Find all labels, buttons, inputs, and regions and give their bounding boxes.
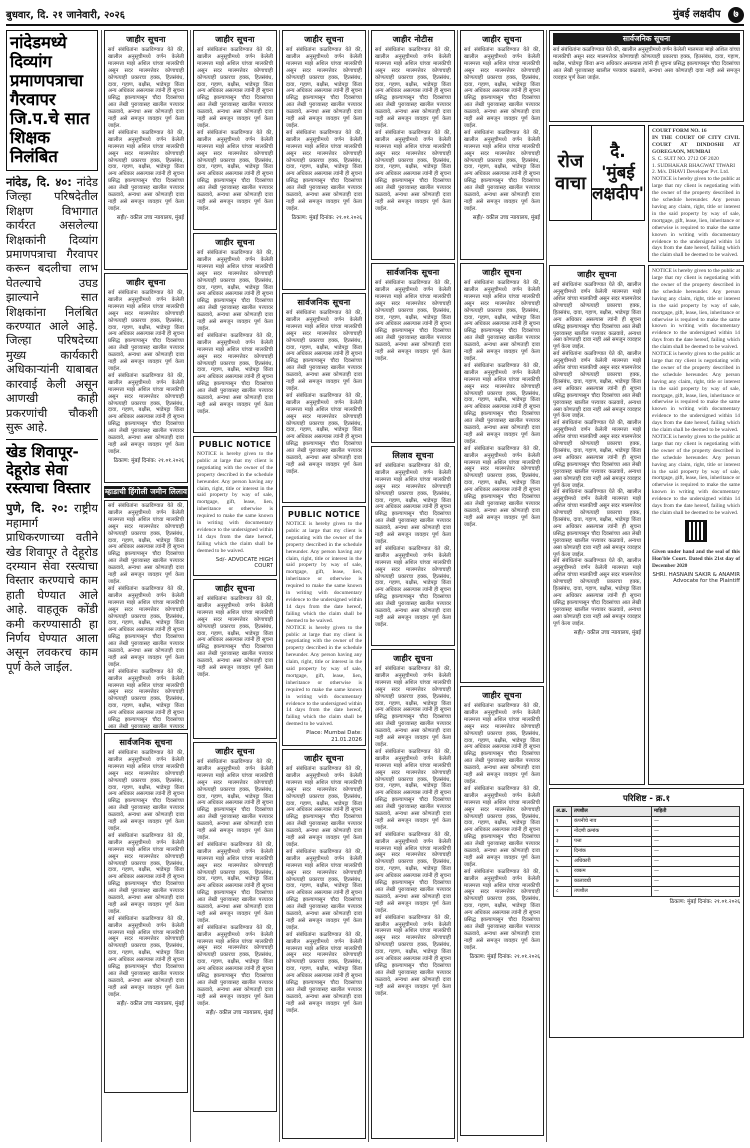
- notice-text: सर्व संबंधितांना कळविण्यात येते की, खालील अनुसूचीमध्ये वर्णन केलेली मालमत्ता माझे अशिल यांच्या मालकीची असून सदर मालमत्तेवर कोणाचाही कोणत्याही प्रकारचा हक्क, हितसंबंध, दावा, गहाण, बक्षीस, भाडेपट्टा किंवा अन्य अधिकार असल्यास त्यांनी ही सूचना प्रसिद्ध झाल्यापासून चौदा दिवसांच्या आत लेखी पुराव्यासह खालील पत्त्यावर कळवावे, अन्यथा असा कोणताही दावा नाही असे समजून व्यवहार पूर्ण केला जाईल.: [108, 290, 184, 372]
- notice-text: सर्व संबंधितांना कळविण्यात येते की, खालील अनुसूचीमध्ये वर्णन केलेली मालमत्ता माझे अशिल यांच्या मालकीची असून सदर मालमत्तेवर कोणाचाही कोणत्याही प्रकारचा हक्क, हितसंबंध, दावा, गहाण, बक्षीस, भाडेपट्टा किंवा अन्य अधिकार असल्यास त्यांनी ही सूचना प्रसिद्ध झाल्यापासून चौदा दिवसांच्या आत लेखी पुराव्यासह खालील पत्त्यावर कळवावे, अन्यथा असा कोणताही दावा नाही असे समजून व्यवहार पूर्ण केला जाईल.: [197, 759, 273, 841]
- notice-title: सार्वजनिक सूचना: [297, 298, 351, 307]
- column-notices-3: [193, 30, 277, 1142]
- column-rule: [101, 30, 102, 1142]
- notice-title: जाहीर सूचना: [482, 691, 522, 700]
- brand-word: वाचा: [555, 173, 586, 194]
- notice-text: NOTICE is hereby given to the public at large that my client is negotiating with the owner of the property described in the schedule hereunder. Any person having any claim, right, title or interest in the said property by way of sale, mortgage, gift, lease, lien, inheritance or otherwise is required to make the same known in writing with documentary evidence to the undersigned within 14 days from the date hereof, failing which the claim shall be deemed to be waived.: [197, 451, 273, 554]
- right-upper-row: [549, 125, 744, 265]
- notice-text: सर्व संबंधितांना कळविण्यात येते की, खालील अनुसूचीमध्ये वर्णन केलेली मालमत्ता माझे अशिल यांच्या मालकीची असून सदर मालमत्तेवर कोणाचाही कोणत्याही प्रकारचा हक्क, हितसंबंध, दावा, गहाण, बक्षीस, भाडेपट्टा किंवा अन्य अधिकार असल्यास त्यांनी ही सूचना प्रसिद्ध झाल्यापासून चौदा दिवसांच्या आत लेखी पुराव्यासह खालील पत्त्यावर कळवावे, अन्यथा असा कोणताही दावा नाही असे समजून व्यवहार पूर्ण केला जाईल.: [108, 915, 184, 998]
- notice-title: सार्वजनिक सूचना: [119, 738, 173, 747]
- notice-title: जाहीर सूचना: [215, 238, 255, 247]
- table-row: [554, 847, 740, 857]
- column-notices-4: [282, 30, 366, 1142]
- notice-box: [104, 733, 188, 1093]
- table-cell: —: [652, 887, 740, 897]
- notice-text: सर्व संबंधितांना कळविण्यात येते की, खालील अनुसूचीमध्ये वर्णन केलेली मालमत्ता माझे अशिल यांच्या मालकीची असून सदर मालमत्तेवर कोणाचाही कोणत्याही प्रकारचा हक्क, हितसंबंध, दावा, गहाण, बक्षीस, भाडेपट्टा किंवा अन्य अधिकार असल्यास त्यांनी ही सूचना प्रसिद्ध झाल्यापासून चौदा दिवसांच्या आत लेखी पुराव्यासह खालील पत्त्यावर कळवावे, अन्यथा असा कोणताही दावा नाही असे समजून व्यवहार पूर्ण केला जाईल.: [286, 931, 362, 1014]
- court-seal: [652, 520, 740, 546]
- court-name: IN THE COURT OF CITY CIVIL COURT AT DINDOSHI AT GOREGAON, MUMBAI: [652, 134, 740, 155]
- notice-text: सर्व संबंधितांना कळविण्यात येते की, खालील अनुसूचीमध्ये वर्णन केलेली मालमत्ता माझे अशिल यांच्या मालकीची असून सदर मालमत्तेवर कोणाचाही कोणत्याही प्रकारचा हक्क, हितसंबंध, दावा, गहाण, बक्षीस, भाडेपट्टा किंवा अन्य अधिकार असल्यास त्यांनी ही सूचना प्रसिद्ध झाल्यापासून चौदा दिवसांच्या आत लेखी पुराव्यासह खालील पत्त्यावर कळवावे, अन्यथा असा कोणताही दावा नाही असे समजून व्यवहार पूर्ण केला जाईल.: [464, 47, 540, 129]
- table-cell: २: [554, 827, 572, 837]
- table-cell: दिनांक: [572, 847, 652, 857]
- table-row: [554, 817, 740, 827]
- notice-text: सर्व संबंधितांना कळविण्यात येते की, खालील अनुसूचीमध्ये वर्णन केलेली मालमत्ता माझे अशिल यांच्या मालकीची असून सदर मालमत्तेवर कोणाचाही कोणत्याही प्रकारचा हक्क, हितसंबंध, दावा, गहाण, बक्षीस, भाडेपट्टा किंवा अन्य अधिकार असल्यास त्यांनी ही सूचना प्रसिद्ध झाल्यापासून चौदा दिवसांच्या आत लेखी पुराव्यासह खालील पत्त्यावर कळवावे, अन्यथा असा कोणताही दावा नाही असे समजून व्यवहार पूर्ण केला जाईल.: [375, 831, 451, 914]
- court-defendant: 2. M/s. DHAVI Developer Pvt. Ltd.: [652, 169, 730, 176]
- notice-text: सर्व संबंधितांना कळविण्यात येते की, खालील अनुसूचीमध्ये वर्णन केलेली मालमत्ता माझे अशिल यांच्या मालकीची असून सदर मालमत्तेवर कोणाचाही कोणत्याही प्रकारचा हक्क, हितसंबंध, दावा, गहाण, बक्षीस, भाडेपट्टा किंवा अन्य अधिकार असल्यास त्यांनी ही सूचना प्रसिद्ध झाल्यापासून चौदा दिवसांच्या आत लेखी पुराव्यासह खालील पत्त्यावर कळवावे, अन्यथा असा कोणताही दावा नाही असे समजून व्यवहार पूर्ण केला जाईल.: [108, 750, 184, 832]
- court-text: NOTICE is hereby given to the public at large that my client is negotiating with the owner of the property described in the schedule hereunder. Any person having any claim, right, title or interest in the said property by way of sale, mortgage, gift, lease, lien, inheritance or otherwise is required to make the same known in writing with documentary evidence to the undersigned within 14 days from the date hereof, failing which the claim shall be deemed to be waived.: [652, 176, 740, 259]
- notice-text: सर्व संबंधितांना कळविण्यात येते की, खालील अनुसूचीमध्ये वर्णन केलेली मालमत्ता माझे अशिल यांच्या मालकीची असून सदर मालमत्तेवर कोणाचाही कोणत्याही प्रकारचा हक्क, हितसंबंध, दावा, गहाण, बक्षीस, भाडेपट्टा किंवा अन्य अधिकार असल्यास त्यांनी ही सूचना प्रसिद्ध झाल्यापासून चौदा दिवसांच्या आत लेखी पुराव्यासह खालील पत्त्यावर कळवावे, अन्यथा असा कोणताही दावा नाही असे समजून व्यवहार पूर्ण केला जाईल.: [197, 47, 273, 129]
- column-notices-6: [460, 30, 544, 1142]
- notice-text: सर्व संबंधितांना कळविण्यात येते की, खालील अनुसूचीमध्ये वर्णन केलेली मालमत्ता माझे अशिल यांच्या मालकीची असून सदर मालमत्तेवर कोणाचाही कोणत्याही प्रकारचा हक्क, हितसंबंध, दावा, गहाण, बक्षीस, भाडेपट्टा किंवा अन्य अधिकार असल्यास त्यांनी ही सूचना प्रसिद्ध झाल्यापासून चौदा दिवसांच्या आत लेखी पुराव्यासह खालील पत्त्यावर कळवावे, अन्यथा असा कोणताही दावा नाही असे समजून व्यवहार पूर्ण केला जाईल.: [108, 585, 184, 668]
- notice-title: जाहीर सूचना: [304, 35, 344, 44]
- notice-title: जाहीर सूचना: [482, 35, 522, 44]
- table-row: [554, 877, 740, 887]
- notice-text: सर्व संबंधितांना कळविण्यात येते की, खालील अनुसूचीमध्ये वर्णन केलेली मालमत्ता माझे अशिल यांच्या मालकीची असून सदर मालमत्तेवर कोणाचाही कोणत्याही प्रकारचा हक्क, हितसंबंध, दावा, गहाण, बक्षीस, भाडेपट्टा किंवा अन्य अधिकार असल्यास त्यांनी ही सूचना प्रसिद्ध झाल्यापासून चौदा दिवसांच्या आत लेखी पुराव्यासह खालील पत्त्यावर कळवावे, अन्यथा असा कोणताही दावा नाही असे समजून व्यवहार पूर्ण केला जाईल.: [464, 785, 540, 868]
- notice-text: सर्व संबंधितांना कळविण्यात येते की, खालील अनुसूचीमध्ये वर्णन केलेली मालमत्ता माझे अशिल यांच्या मालकीची असून सदर मालमत्तेवर कोणाचाही कोणत्याही प्रकारचा हक्क, हितसंबंध, दावा, गहाण, बक्षीस, भाडेपट्टा किंवा अन्य अधिकार असल्यास त्यांनी ही सूचना प्रसिद्ध झाल्यापासून चौदा दिवसांच्या आत लेखी पुराव्यासह खालील पत्त्यावर कळवावे, अन्यथा असा कोणताही दावा नाही असे समजून व्यवहार पूर्ण केला जाईल.: [375, 914, 451, 997]
- notice-box: [282, 293, 366, 503]
- court-form-no: COURT FORM NO. 16: [652, 128, 707, 134]
- page-folio: [6, 4, 744, 26]
- notice-box: [371, 649, 455, 1139]
- table-row: [554, 827, 740, 837]
- table-cell: अधिकारी: [572, 857, 652, 867]
- table-cell: १: [554, 817, 572, 827]
- public-notice-box: [282, 506, 366, 746]
- second-body: [6, 501, 98, 674]
- notice-text: सर्व संबंधितांना कळविण्यात येते की, खालील अनुसूचीमध्ये वर्णन केलेली मालमत्ता माझे अशिल यांच्या मालकीची असून सदर मालमत्तेवर कोणाचाही कोणत्याही प्रकारचा हक्क, हितसंबंध, दावा, गहाण, बक्षीस, भाडेपट्टा किंवा अन्य अधिकार असल्यास त्यांनी ही सूचना प्रसिद्ध झाल्यापासून चौदा दिवसांच्या आत लेखी पुराव्यासह खालील पत्त्यावर कळवावे, अन्यथा असा कोणताही दावा नाही असे समजून व्यवहार पूर्ण केला जाईल.: [375, 47, 451, 129]
- notice-text: सर्व संबंधितांना कळविण्यात येते की, खालील अनुसूचीमध्ये वर्णन केलेली मालमत्ता माझे अशिल यांच्या मालकीची असून सदर मालमत्तेवर कोणाचाही कोणत्याही प्रकारचा हक्क, हितसंबंध, दावा, गहाण, बक्षीस, भाडेपट्टा किंवा अन्य अधिकार असल्यास त्यांनी ही सूचना प्रसिद्ध झाल्यापासून चौदा दिवसांच्या आत लेखी पुराव्यासह खालील पत्त्यावर कळवावे, अन्यथा असा कोणताही दावा नाही असे समजून व्यवहार पूर्ण केला जाईल.: [286, 47, 362, 129]
- table-cell: कंपनीचे नाव: [572, 817, 652, 827]
- notice-text: सर्व संबंधितांना कळविण्यात येते की, खालील अनुसूचीमध्ये वर्णन केलेली मालमत्ता माझे अशिल यांच्या मालकीची असून सदर मालमत्तेवर कोणाचाही कोणत्याही प्रकारचा हक्क, हितसंबंध, दावा, गहाण, बक्षीस, भाडेपट्टा किंवा अन्य अधिकार असल्यास त्यांनी ही सूचना प्रसिद्ध झाल्यापासून चौदा दिवसांच्या आत लेखी पुराव्यासह खालील पत्त्यावर कळवावे, अन्यथा असा कोणताही दावा नाही असे समजून व्यवहार पूर्ण केला जाईल.: [286, 129, 362, 212]
- notice-box: [371, 446, 455, 646]
- notice-title: जाहीर सूचना: [304, 754, 344, 763]
- table-header: अ.क्र.: [554, 807, 572, 817]
- notice-text: सर्व संबंधितांना कळविण्यात येते की, खालील अनुसूचीमध्ये वर्णन केलेली मालमत्ता माझे अशिल यांच्या मालकीची असून सदर मालमत्तेवर कोणाचाही कोणत्याही प्रकारचा हक्क, हितसंबंध, दावा, गहाण, बक्षीस, भाडेपट्टा किंवा अन्य अधिकार असल्यास त्यांनी ही सूचना प्रसिद्ध झाल्यापासून चौदा दिवसांच्या आत लेखी पुराव्यासह खालील पत्त्यावर कळवावे, अन्यथा असा कोणताही दावा नाही असे समजून व्यवहार पूर्ण केला जाईल.: [108, 47, 184, 129]
- lead-story: [6, 30, 98, 171]
- notice-title: PUBLIC NOTICE: [287, 510, 361, 519]
- table-row: [554, 867, 740, 877]
- notice-title: जाहीर सूचना: [215, 747, 255, 756]
- column-news: [6, 30, 98, 1142]
- notice-title: जाहीर सूचना: [126, 35, 166, 44]
- table-header: माहिती: [652, 807, 740, 817]
- lead-headline: नांदेडमध्ये दिव्यांग प्रमाणपत्राचा गैरवापर जि.प.चे सात शिक्षक निलंबित: [10, 33, 90, 166]
- table-cell: ५: [554, 857, 572, 867]
- notice-table: [553, 806, 740, 897]
- notice-text: सर्व संबंधितांना कळविण्यात येते की, खालील अनुसूचीमध्ये वर्णन केलेली मालमत्ता माझे अशिल यांच्या मालकीची असून सदर मालमत्तेवर कोणाचाही कोणत्याही प्रकारचा हक्क, हितसंबंध, दावा, गहाण, बक्षीस, भाडेपट्टा किंवा अन्य अधिकार असल्यास त्यांनी ही सूचना प्रसिद्ध झाल्यापासून चौदा दिवसांच्या आत लेखी पुराव्यासह खालील पत्त्यावर कळवावे, अन्यथा असा कोणताही दावा नाही असे समजून व्यवहार पूर्ण केला जाईल.: [375, 666, 451, 748]
- table-cell: —: [652, 847, 740, 857]
- table-cell: —: [652, 867, 740, 877]
- column-rule: [190, 30, 191, 1142]
- notice-text: सर्व संबंधितांना कळविण्यात येते की, खालील अनुसूचीमध्ये वर्णन केलेली मालमत्ता माझे अशिल यांच्या मालकीची असून सदर मालमत्तेवर कोणाचाही कोणत्याही प्रकारचा हक्क, हितसंबंध, दावा, गहाण, बक्षीस, भाडेपट्टा किंवा अन्य अधिकार असल्यास त्यांनी ही सूचना प्रसिद्ध झाल्यापासून चौदा दिवसांच्या आत लेखी पुराव्यासह खालील पत्त्यावर कळवावे, अन्यथा असा कोणताही दावा नाही असे समजून व्यवहार पूर्ण केला जाईल.: [197, 129, 273, 212]
- notice-box: [371, 263, 455, 443]
- notice-text: सर्व संबंधितांना कळविण्यात येते की, खालील अनुसूचीमध्ये वर्णन केलेली मालमत्ता माझे अशिल यांच्या मालकीची असून सदर मालमत्तेवर कोणाचाही कोणत्याही प्रकारचा हक्क, हितसंबंध, दावा, गहाण, बक्षीस, भाडेपट्टा किंवा अन्य अधिकार असल्यास त्यांनी ही सूचना प्रसिद्ध झाल्यापासून चौदा दिवसांच्या आत लेखी पुराव्यासह खालील पत्त्यावर कळवावे, अन्यथा असा कोणताही दावा नाही असे समजून व्यवहार पूर्ण केला जाईल.: [553, 47, 740, 81]
- notice-text: सर्व संबंधितांना कळविण्यात येते की, खालील अनुसूचीमध्ये वर्णन केलेली मालमत्ता माझे अशिल यांच्या मालकीची असून सदर मालमत्तेवर कोणाचाही कोणत्याही प्रकारचा हक्क, हितसंबंध, दावा, गहाण, बक्षीस, भाडेपट्टा किंवा अन्य अधिकार असल्यास त्यांनी ही सूचना प्रसिद्ध झाल्यापासून चौदा दिवसांच्या आत लेखी पुराव्यासह खालील पत्त्यावर कळवावे, अन्यथा असा कोणताही दावा नाही असे समजून व्यवहार पूर्ण केला जाईल.: [464, 445, 540, 528]
- notice-text: सर्व संबंधितांना कळविण्यात येते की, खालील अनुसूचीमध्ये वर्णन केलेली मालमत्ता माझे अशिल यांच्या मालकीची असून सदर मालमत्तेवर कोणाचाही कोणत्याही प्रकारचा हक्क, हितसंबंध, दावा, गहाण, बक्षीस, भाडेपट्टा किंवा अन्य अधिकार असल्यास त्यांनी ही सूचना प्रसिद्ध झाल्यापासून चौदा दिवसांच्या आत लेखी पुराव्यासह खालील पत्त्यावर कळवावे, अन्यथा असा कोणताही दावा नाही असे समजून व्यवहार पूर्ण केला जाईल.: [553, 489, 641, 558]
- seal-icon: [685, 520, 707, 542]
- column-notices-2: [104, 30, 188, 1142]
- notice-box: [549, 30, 744, 122]
- table-cell: ८: [554, 887, 572, 897]
- table-cell: —: [652, 857, 740, 867]
- table-cell: ३: [554, 837, 572, 847]
- folio-paper-name: मुंबई लक्षदीप: [672, 8, 721, 20]
- notice-text: सर्व संबंधितांना कळविण्यात येते की, खालील अनुसूचीमध्ये वर्णन केलेली मालमत्ता माझे अशिल यांच्या मालकीची असून सदर मालमत्तेवर कोणाचाही कोणत्याही प्रकारचा हक्क, हितसंबंध, दावा, गहाण, बक्षीस, भाडेपट्टा किंवा अन्य अधिकार असल्यास त्यांनी ही सूचना प्रसिद्ध झाल्यापासून चौदा दिवसांच्या आत लेखी पुराव्यासह खालील पत्त्यावर कळवावे, अन्यथा असा कोणताही दावा नाही असे समजून व्यवहार पूर्ण केला जाईल.: [108, 372, 184, 455]
- table-header: तपशील: [572, 807, 652, 817]
- table-cell: —: [652, 877, 740, 887]
- section-heading: सार्वजनिक सूचना: [553, 33, 740, 45]
- notice-title: जाहीर सूचना: [577, 270, 617, 280]
- notice-signature: सही/- वकील उच्च न्यायालय, मुंबई: [573, 629, 641, 636]
- court-suit: S. C. SUIT NO. 2712 OF 2020: [652, 155, 719, 162]
- notice-place-date: ठिकाण: मुंबई दिनांक: २१.०१.२०२६: [291, 214, 362, 221]
- notice-title: लिलाव सूचना: [392, 451, 434, 460]
- column-rule: [368, 30, 369, 1142]
- notice-text: सर्व संबंधितांना कळविण्यात येते की, खालील अनुसूचीमध्ये वर्णन केलेली मालमत्ता माझे अशिल यांच्या मालकीची असून सदर मालमत्तेवर कोणाचाही कोणत्याही प्रकारचा हक्क, हितसंबंध, दावा, गहाण, बक्षीस, भाडेपट्टा किंवा अन्य अधिकार असल्यास त्यांनी ही सूचना प्रसिद्ध झाल्यापासून चौदा दिवसांच्या आत लेखी पुराव्यासह खालील पत्त्यावर कळवावे, अन्यथा असा कोणताही दावा नाही असे समजून व्यवहार पूर्ण केला जाईल.: [286, 766, 362, 848]
- table-cell: रक्कम: [572, 867, 652, 877]
- notice-text: NOTICE is hereby given to the public at large that my client is negotiating with the owner of the property described in the schedule hereunder. Any person having any claim, right, title or interest in the said property by way of sale, mortgage, gift, lease, lien, inheritance or otherwise is required to make the same known in writing with documentary evidence to the undersigned within 14 days from the date hereof, failing which the claim shall be deemed to be waived.: [286, 624, 362, 728]
- notice-box: [460, 263, 544, 683]
- table-row: [554, 887, 740, 897]
- notice-text: सर्व संबंधितांना कळविण्यात येते की, खालील अनुसूचीमध्ये वर्णन केलेली मालमत्ता माझे अशिल यांच्या मालकीची असून सदर मालमत्तेवर कोणाचाही कोणत्याही प्रकारचा हक्क, हितसंबंध, दावा, गहाण, बक्षीस, भाडेपट्टा किंवा अन्य अधिकार असल्यास त्यांनी ही सूचना प्रसिद्ध झाल्यापासून चौदा दिवसांच्या आत लेखी पुराव्यासह खालील पत्त्यावर कळवावे, अन्यथा असा कोणताही दावा नाही असे समजून व्यवहार पूर्ण केला जाईल.: [197, 332, 273, 415]
- section-heading: म्हाडाची हिंगोली जमीन लिलाव: [104, 487, 188, 496]
- notice-text: सर्व संबंधितांना कळविण्यात येते की, खालील अनुसूचीमध्ये वर्णन केलेली मालमत्ता माझे अशिल यांच्या मालकीची असून सदर मालमत्तेवर कोणाचाही कोणत्याही प्रकारचा हक्क, हितसंबंध, दावा, गहाण, बक्षीस, भाडेपट्टा किंवा अन्य अधिकार असल्यास त्यांनी ही सूचना प्रसिद्ध झाल्यापासून चौदा दिवसांच्या आत लेखी पुराव्यासह खालील पत्त्यावर कळवावे, अन्यथा असा कोणताही दावा नाही असे समजून व्यवहार पूर्ण केला जाईल.: [553, 420, 641, 489]
- notice-text: सर्व संबंधितांना कळविण्यात येते की, खालील अनुसूचीमध्ये वर्णन केलेली मालमत्ता माझे अशिल यांच्या मालकीची असून सदर मालमत्तेवर कोणाचाही कोणत्याही प्रकारचा हक्क, हितसंबंध, दावा, गहाण, बक्षीस, भाडेपट्टा किंवा अन्य अधिकार असल्यास त्यांनी ही सूचना प्रसिद्ध झाल्यापासून चौदा दिवसांच्या आत लेखी पुराव्यासह खालील पत्त्यावर कळवावे, अन्यथा असा कोणताही दावा नाही असे समजून व्यवहार पूर्ण केला जाईल.: [553, 558, 641, 627]
- right-middle-row: [549, 265, 744, 788]
- notice-text: सर्व संबंधितांना कळविण्यात येते की, खालील अनुसूचीमध्ये वर्णन केलेली मालमत्ता माझे अशिल यांच्या मालकीची असून सदर मालमत्तेवर कोणाचाही कोणत्याही प्रकारचा हक्क, हितसंबंध, दावा, गहाण, बक्षीस, भाडेपट्टा किंवा अन्य अधिकार असल्यास त्यांनी ही सूचना प्रसिद्ध झाल्यापासून चौदा दिवसांच्या आत लेखी पुराव्यासह खालील पत्त्यावर कळवावे, अन्यथा असा कोणताही दावा नाही असे समजून व्यवहार पूर्ण केला जाईल.: [375, 280, 451, 362]
- notice-title: जाहीर सूचना: [215, 35, 255, 44]
- table-cell: तपशील: [572, 887, 652, 897]
- lead-dateline: नांदेड, दि. ४०:: [6, 175, 72, 189]
- table-cell: ६: [554, 867, 572, 877]
- table-row: [554, 857, 740, 867]
- notice-text: सर्व संबंधितांना कळविण्यात येते की, खालील अनुसूचीमध्ये वर्णन केलेली मालमत्ता माझे अशिल यांच्या मालकीची असून सदर मालमत्तेवर कोणाचाही कोणत्याही प्रकारचा हक्क, हितसंबंध, दावा, गहाण, बक्षीस, भाडेपट्टा किंवा अन्य अधिकार असल्यास त्यांनी ही सूचना प्रसिद्ध झाल्यापासून चौदा दिवसांच्या आत लेखी पुराव्यासह खालील पत्त्यावर: [108, 668, 184, 730]
- notice-text: सर्व संबंधितांना कळविण्यात येते की, खालील अनुसूचीमध्ये वर्णन केलेली मालमत्ता माझे अशिल यांच्या मालकीची असून सदर मालमत्तेवर कोणाचाही कोणत्याही प्रकारचा हक्क, हितसंबंध, दावा, गहाण, बक्षीस, भाडेपट्टा किंवा अन्य अधिकार असल्यास त्यांनी ही सूचना प्रसिद्ध झाल्यापासून चौदा दिवसांच्या आत लेखी पुराव्यासह खालील पत्त्यावर कळवावे, अन्यथा असा कोणताही दावा नाही असे समजून व्यवहार पूर्ण केला जाईल.: [464, 703, 540, 785]
- notice-text: सर्व संबंधितांना कळविण्यात येते की, खालील अनुसूचीमध्ये वर्णन केलेली मालमत्ता माझे अशिल यांच्या मालकीची असून सदर मालमत्तेवर कोणाचाही कोणत्याही प्रकारचा हक्क, हितसंबंध, दावा, गहाण, बक्षीस, भाडेपट्टा किंवा अन्य अधिकार असल्यास त्यांनी ही सूचना प्रसिद्ध झाल्यापासून चौदा दिवसांच्या आत लेखी पुराव्यासह खालील पत्त्यावर कळवावे, अन्यथा असा कोणताही दावा नाही असे समजून व्यवहार पूर्ण केला जाईल.: [197, 596, 273, 678]
- divider: [6, 439, 98, 440]
- column-rule: [279, 30, 280, 1142]
- table-cell: नोंदणी क्रमांक: [572, 827, 652, 837]
- court-notice-continued: [648, 265, 744, 785]
- notice-place-date: ठिकाण: मुंबई दिनांक: २१.०१.२०२६: [469, 953, 540, 960]
- notice-text: सर्व संबंधितांना कळविण्यात येते की, खालील अनुसूचीमध्ये वर्णन केलेली मालमत्ता माझे अशिल यांच्या मालकीची असून सदर मालमत्तेवर कोणाचाही कोणत्याही प्रकारचा हक्क, हितसंबंध, दावा, गहाण, बक्षीस, भाडेपट्टा किंवा अन्य अधिकार असल्यास त्यांनी ही सूचना प्रसिद्ध झाल्यापासून चौदा दिवसांच्या आत लेखी पुराव्यासह खालील पत्त्यावर कळवावे, अन्यथा असा कोणताही दावा नाही असे समजून व्यवहार पूर्ण केला जाईल.: [553, 351, 641, 420]
- table-cell: ४: [554, 847, 572, 857]
- notice-text: सर्व संबंधितांना कळविण्यात येते की, खालील अनुसूचीमध्ये वर्णन केलेली मालमत्ता माझे अशिल यांच्या मालकीची असून सदर मालमत्तेवर कोणाचाही कोणत्याही प्रकारचा हक्क, हितसंबंध, दावा, गहाण, बक्षीस, भाडेपट्टा किंवा अन्य अधिकार असल्यास त्यांनी ही सूचना प्रसिद्ध झाल्यापासून चौदा दिवसांच्या आत लेखी पुराव्यासह खालील पत्त्यावर कळवावे, अन्यथा असा कोणताही दावा नाही असे समजून व्यवहार पूर्ण केला जाईल.: [375, 463, 451, 545]
- brand-panel: [549, 125, 645, 221]
- notice-title: सार्वजनिक सूचना: [386, 268, 440, 277]
- notice-text: सर्व संबंधितांना कळविण्यात येते की, खालील अनुसूचीमध्ये वर्णन केलेली मालमत्ता माझे अशिल यांच्या मालकीची असून सदर मालमत्तेवर कोणाचाही कोणत्याही प्रकारचा हक्क, हितसंबंध, दावा, गहाण, बक्षीस, भाडेपट्टा किंवा अन्य अधिकार असल्यास त्यांनी ही सूचना प्रसिद्ध झाल्यापासून चौदा दिवसांच्या आत लेखी पुराव्यासह खालील पत्त्यावर कळवावे, अन्यथा असा कोणताही दावा नाही असे समजून व्यवहार पूर्ण केला जाईल.: [108, 129, 184, 212]
- notice-box: [282, 30, 366, 290]
- notice-box: [460, 686, 544, 1136]
- notice-text: सर्व संबंधितांना कळविण्यात येते की, खालील अनुसूचीमध्ये वर्णन केलेली मालमत्ता माझे अशिल यांच्या मालकीची असून सदर मालमत्तेवर कोणाचाही कोणत्याही प्रकारचा हक्क, हितसंबंध, दावा, गहाण, बक्षीस, भाडेपट्टा किंवा अन्य अधिकार असल्यास त्यांनी ही सूचना प्रसिद्ध झाल्यापासून चौदा दिवसांच्या आत लेखी पुराव्यासह खालील पत्त्यावर कळवावे, अन्यथा असा कोणताही दावा नाही असे समजून व्यवहार पूर्ण केला जाईल.: [464, 868, 540, 951]
- public-notice-box: [193, 436, 277, 576]
- notice-text: सर्व संबंधितांना कळविण्यात येते की, खालील अनुसूचीमध्ये वर्णन केलेली मालमत्ता माझे अशिल यांच्या मालकीची असून सदर मालमत्तेवर कोणाचाही कोणत्याही प्रकारचा हक्क, हितसंबंध, दावा, गहाण, बक्षीस, भाडेपट्टा किंवा अन्य अधिकार असल्यास त्यांनी ही सूचना प्रसिद्ध झाल्यापासून चौदा दिवसांच्या आत लेखी पुराव्यासह खालील पत्त्यावर कळवावे, अन्यथा असा कोणताही दावा नाही असे समजून व्यवहार पूर्ण केला जाईल.: [553, 282, 641, 351]
- notice-text: NOTICE is hereby given to the public at large that my client is negotiating with the owner of the property described in the schedule hereunder. Any person having any claim, right, title or interest in the said property by way of sale, mortgage, gift, lease, lien, inheritance or otherwise is required to make the same known in writing with documentary evidence to the undersigned within 14 days from the date hereof, failing which the claim shall be deemed to be waived.: [286, 521, 362, 624]
- notice-box: [193, 742, 277, 1112]
- notice-box: [104, 273, 188, 483]
- second-body-text: राष्ट्रीय महामार्ग प्राधिकरणाच्या वतीने खेड शिवापूर ते देहूरोड दरम्यान सेवा रस्त्याचा विस्तार करण्याचे काम हाती घेण्यात आले आहे. वाहतूक कोंडी कमी करण्यासाठी हा निर्णय घेण्यात आला असून लवकरच काम पूर्ण केले जाईल.: [6, 501, 98, 674]
- table-cell: —: [652, 827, 740, 837]
- notice-title: जाहीर सूचना: [126, 278, 166, 287]
- table-cell: —: [652, 817, 740, 827]
- column-right: [549, 30, 744, 1142]
- notice-title: जाहीर नोटीस: [392, 35, 434, 44]
- notice-text: सर्व संबंधितांना कळविण्यात येते की, खालील अनुसूचीमध्ये वर्णन केलेली मालमत्ता माझे अशिल यांच्या मालकीची असून सदर मालमत्तेवर कोणाचाही कोणत्याही प्रकारचा हक्क, हितसंबंध, दावा, गहाण, बक्षीस, भाडेपट्टा किंवा अन्य अधिकार असल्यास त्यांनी ही सूचना प्रसिद्ध झाल्यापासून चौदा दिवसांच्या आत लेखी पुराव्यासह खालील पत्त्यावर कळवावे, अन्यथा असा कोणताही दावा नाही असे समजून व्यवहार पूर्ण केला जाईल.: [464, 362, 540, 445]
- column-rule: [546, 30, 547, 1142]
- notice-box: [460, 30, 544, 260]
- notice-box: [549, 265, 645, 785]
- notice-place-date: ठिकाण: मुंबई दिनांक: २१.०१.२०२६: [669, 899, 740, 906]
- notice-signature: Sd/- ADVOCATE HIGH COURT: [215, 556, 273, 570]
- notice-signature: सही/- वकील उच्च न्यायालय, मुंबई: [116, 214, 184, 221]
- table-title: परिशिष्ट - क्र.१: [622, 794, 671, 805]
- brand-word: रोज: [557, 151, 584, 172]
- notice-text: सर्व संबंधितांना कळविण्यात येते की, खालील अनुसूचीमध्ये वर्णन केलेली मालमत्ता माझे अशिल यांच्या मालकीची असून सदर मालमत्तेवर कोणाचाही कोणत्याही प्रकारचा हक्क, हितसंबंध, दावा, गहाण, बक्षीस, भाडेपट्टा किंवा अन्य अधिकार असल्यास त्यांनी ही सूचना प्रसिद्ध झाल्यापासून चौदा दिवसांच्या आत लेखी पुराव्यासह खालील पत्त्यावर कळवावे, अन्यथा असा कोणताही दावा नाही असे समजून व्यवहार पूर्ण केला जाईल.: [286, 392, 362, 475]
- notice-text: सर्व संबंधितांना कळविण्यात येते की, खालील अनुसूचीमध्ये वर्णन केलेली मालमत्ता माझे अशिल यांच्या मालकीची असून सदर मालमत्तेवर कोणाचाही कोणत्याही प्रकारचा हक्क, हितसंबंध, दावा, गहाण, बक्षीस, भाडेपट्टा किंवा अन्य अधिकार असल्यास त्यांनी ही सूचना प्रसिद्ध झाल्यापासून चौदा दिवसांच्या आत लेखी पुराव्यासह खालील पत्त्यावर कळवावे, अन्यथा असा कोणताही दावा नाही असे समजून व्यवहार पूर्ण केला जाईल.: [197, 841, 273, 924]
- notice-text: सर्व संबंधितांना कळविण्यात येते की, खालील अनुसूचीमध्ये वर्णन केलेली मालमत्ता माझे अशिल यांच्या मालकीची असून सदर मालमत्तेवर कोणाचाही कोणत्याही प्रकारचा हक्क, हितसंबंध, दावा, गहाण, बक्षीस, भाडेपट्टा किंवा अन्य अधिकार असल्यास त्यांनी ही सूचना प्रसिद्ध झाल्यापासून चौदा दिवसांच्या आत लेखी पुराव्यासह खालील पत्त्यावर कळवावे, अन्यथा असा कोणताही दावा नाही असे समजून व्यवहार पूर्ण केला जाईल.: [375, 748, 451, 831]
- notice-box: [104, 30, 188, 270]
- notice-text: सर्व संबंधितांना कळविण्यात येते की, खालील अनुसूचीमध्ये वर्णन केलेली मालमत्ता माझे अशिल यांच्या मालकीची असून सदर मालमत्तेवर कोणाचाही कोणत्याही प्रकारचा हक्क, हितसंबंध, दावा, गहाण, बक्षीस, भाडेपट्टा किंवा अन्य अधिकार असल्यास त्यांनी ही सूचना प्रसिद्ध झाल्यापासून चौदा दिवसांच्या आत लेखी पुराव्यासह खालील पत्त्यावर कळवावे, अन्यथा असा कोणताही दावा नाही असे समजून व्यवहार पूर्ण केला जाईल.: [197, 250, 273, 332]
- notice-place-date: ठिकाण: मुंबई दिनांक: २१.०१.२०२६: [113, 457, 184, 464]
- table-header-row: [554, 807, 740, 817]
- notice-box: [193, 579, 277, 739]
- brand-name: दै. 'मुंबई लक्षदीप': [591, 141, 644, 204]
- court-notice: [648, 125, 744, 262]
- folio-date: बुधवार, दि. २१ जानेवारी, २०२६: [6, 10, 125, 21]
- court-text: NOTICE is hereby given to the public at large that my client is negotiating with the owner of the property described in the schedule hereunder. Any person having any claim, right, title or interest in the said property by way of sale, mortgage, gift, lease, lien, inheritance or otherwise is required to make the same known in writing with documentary evidence to the undersigned within 14 days from the date hereof, failing which the claim shall be deemed to be waived.: [652, 268, 740, 351]
- column-notices-5: [371, 30, 455, 1142]
- table-row: [554, 837, 740, 847]
- notice-place-date: Place: Mumbai Date: 21.01.2026: [306, 730, 362, 743]
- notice-text: सर्व संबंधितांना कळविण्यात येते की, खालील अनुसूचीमध्ये वर्णन केलेली मालमत्ता माझे अशिल यांच्या मालकीची असून सदर मालमत्तेवर कोणाचाही कोणत्याही प्रकारचा हक्क, हितसंबंध, दावा, गहाण, बक्षीस, भाडेपट्टा किंवा अन्य अधिकार असल्यास त्यांनी ही सूचना प्रसिद्ध झाल्यापासून चौदा दिवसांच्या आत लेखी पुराव्यासह खालील पत्त्यावर कळवावे, अन्यथा असा कोणताही दावा नाही असे समजून व्यवहार पूर्ण केला जाईल.: [286, 848, 362, 931]
- table-cell: —: [652, 837, 740, 847]
- notice-title: जाहीर सूचना: [393, 654, 433, 663]
- court-signatory: SHRI. HASNAIN SAKIR & ANAMIR Advocate for the Plaintiff: [652, 571, 740, 585]
- court-plaintiff: 1. SUDHAKAR BHAGWAT TIWARI: [652, 162, 736, 169]
- table-cell: कालावधी: [572, 877, 652, 887]
- court-stamp: Given under hand and the seal of this Hon'ble Court. Dated this 21st day of December 2020: [652, 548, 740, 569]
- court-text: NOTICE is hereby given to the public at large that my client is negotiating with the owner of the property described in the schedule hereunder. Any person having any claim, right, title or interest in the said property by way of sale, mortgage, gift, lease, lien, inheritance or otherwise is required to make the same known in writing with documentary evidence to the undersigned within 14 days from the date hereof, failing which the claim shall be deemed to be waived.: [652, 351, 740, 434]
- second-headline: खेड शिवापूर-देहूरोड सेवा रस्त्याचा विस्तार: [6, 443, 91, 498]
- brand-column: [549, 125, 645, 265]
- notice-text: सर्व संबंधितांना कळविण्यात येते की, खालील अनुसूचीमध्ये वर्णन केलेली मालमत्ता माझे अशिल यांच्या मालकीची असून सदर मालमत्तेवर कोणाचाही कोणत्याही प्रकारचा हक्क, हितसंबंध, दावा, गहाण, बक्षीस, भाडेपट्टा किंवा अन्य अधिकार असल्यास त्यांनी ही सूचना प्रसिद्ध झाल्यापासून चौदा दिवसांच्या आत लेखी पुराव्यासह खालील पत्त्यावर कळवावे, अन्यथा असा कोणताही दावा नाही असे समजून व्यवहार पूर्ण केला जाईल.: [197, 924, 273, 1007]
- notice-signature: सही/- वकील उच्च न्यायालय, मुंबई: [205, 1009, 273, 1016]
- folio-title: [673, 6, 744, 23]
- second-dateline: पुणे, दि. २०:: [6, 501, 68, 516]
- table-cell: पत्ता: [572, 837, 652, 847]
- brand-drop-words: [550, 126, 592, 220]
- notice-text: सर्व संबंधितांना कळविण्यात येते की, खालील अनुसूचीमध्ये वर्णन केलेली मालमत्ता माझे अशिल यांच्या मालकीची असून सदर मालमत्तेवर कोणाचाही कोणत्याही प्रकारचा हक्क, हितसंबंध, दावा, गहाण, बक्षीस, भाडेपट्टा किंवा अन्य अधिकार असल्यास त्यांनी ही सूचना प्रसिद्ध झाल्यापासून चौदा दिवसांच्या आत लेखी पुराव्यासह खालील पत्त्यावर कळवावे, अन्यथा असा कोणताही दावा नाही असे समजून व्यवहार पूर्ण केला जाईल.: [108, 503, 184, 585]
- notice-text: सर्व संबंधितांना कळविण्यात येते की, खालील अनुसूचीमध्ये वर्णन केलेली मालमत्ता माझे अशिल यांच्या मालकीची असून सदर मालमत्तेवर कोणाचाही कोणत्याही प्रकारचा हक्क, हितसंबंध, दावा, गहाण, बक्षीस, भाडेपट्टा किंवा अन्य अधिकार असल्यास त्यांनी ही सूचना प्रसिद्ध झाल्यापासून चौदा दिवसांच्या आत लेखी पुराव्यासह खालील पत्त्यावर कळवावे, अन्यथा असा कोणताही दावा नाही असे समजून व्यवहार पूर्ण केला जाईल.: [464, 280, 540, 362]
- notice-title: जाहीर सूचना: [482, 268, 522, 277]
- notice-text: सर्व संबंधितांना कळविण्यात येते की, खालील अनुसूचीमध्ये वर्णन केलेली मालमत्ता माझे अशिल यांच्या मालकीची असून सदर मालमत्तेवर कोणाचाही कोणत्याही प्रकारचा हक्क, हितसंबंध, दावा, गहाण, बक्षीस, भाडेपट्टा किंवा अन्य अधिकार असल्यास त्यांनी ही सूचना प्रसिद्ध झाल्यापासून चौदा दिवसांच्या आत लेखी पुराव्यासह खालील पत्त्यावर कळवावे, अन्यथा असा कोणताही दावा नाही असे समजून व्यवहार पूर्ण केला जाईल.: [464, 129, 540, 212]
- notice-signature: सही/- वकील उच्च न्यायालय, मुंबई: [116, 1000, 184, 1007]
- court-text: NOTICE is hereby given to the public at large that my client is negotiating with the owner of the property described in the schedule hereunder. Any person having any claim, right, title or interest in the said property by way of sale, mortgage, gift, lease, lien, inheritance or otherwise is required to make the same known in writing with documentary evidence to the undersigned within 14 days from the date hereof, failing which the claim shall be deemed to be waived.: [652, 433, 740, 516]
- table-notice: [549, 788, 744, 1038]
- notice-title: जाहीर सूचना: [215, 584, 255, 593]
- notice-box: [282, 749, 366, 1139]
- notice-text: सर्व संबंधितांना कळविण्यात येते की, खालील अनुसूचीमध्ये वर्णन केलेली मालमत्ता माझे अशिल यांच्या मालकीची असून सदर मालमत्तेवर कोणाचाही कोणत्याही प्रकारचा हक्क, हितसंबंध, दावा, गहाण, बक्षीस, भाडेपट्टा किंवा अन्य अधिकार असल्यास त्यांनी ही सूचना प्रसिद्ध झाल्यापासून चौदा दिवसांच्या आत लेखी पुराव्यासह खालील पत्त्यावर कळवावे, अन्यथा असा कोणताही दावा नाही असे समजून व्यवहार पूर्ण केला जाईल.: [286, 310, 362, 392]
- lead-body-text: नांदेड जिल्हा परिषदेतील शिक्षण विभागात कार्यरत असलेल्या शिक्षकांनी दिव्यांग प्रमाणपत्राचा गैरवापर करून बदलीचा लाभ घेतल्याचे उघड झाल्याने सात शिक्षकांना निलंबित करण्यात आले आहे. जिल्हा परिषदेच्या मुख्य कार्यकारी अधिकाऱ्यांनी याबाबत कारवाई केली असून आणखी काही प्रकरणांची चौकशी सुरू आहे.: [6, 175, 98, 434]
- notice-text: सर्व संबंधितांना कळविण्यात येते की, खालील अनुसूचीमध्ये वर्णन केलेली मालमत्ता माझे अशिल यांच्या मालकीची असून सदर मालमत्तेवर कोणाचाही कोणत्याही प्रकारचा हक्क, हितसंबंध, दावा, गहाण, बक्षीस, भाडेपट्टा किंवा अन्य अधिकार असल्यास त्यांनी ही सूचना प्रसिद्ध झाल्यापासून चौदा दिवसांच्या आत लेखी पुराव्यासह खालील पत्त्यावर कळवावे, अन्यथा असा कोणताही दावा नाही असे समजून व्यवहार पूर्ण केला जाईल.: [108, 832, 184, 915]
- notice-box: [371, 30, 455, 260]
- notice-signature: सही/- वकील उच्च न्यायालय, मुंबई: [472, 214, 540, 221]
- column-rule: [457, 30, 458, 1142]
- notice-box: [104, 500, 188, 730]
- notice-box: [193, 233, 277, 433]
- table-cell: ७: [554, 877, 572, 887]
- notice-box: [193, 30, 277, 230]
- notice-text: सर्व संबंधितांना कळविण्यात येते की, खालील अनुसूचीमध्ये वर्णन केलेली मालमत्ता माझे अशिल यांच्या मालकीची असून सदर मालमत्तेवर कोणाचाही कोणत्याही प्रकारचा हक्क, हितसंबंध, दावा, गहाण, बक्षीस, भाडेपट्टा किंवा अन्य अधिकार असल्यास त्यांनी ही सूचना प्रसिद्ध झाल्यापासून चौदा दिवसांच्या आत लेखी पुराव्यासह खालील पत्त्यावर कळवावे, अन्यथा असा कोणताही दावा नाही असे समजून व्यवहार पूर्ण केला जाईल.: [375, 129, 451, 212]
- notice-text: सर्व संबंधितांना कळविण्यात येते की, खालील अनुसूचीमध्ये वर्णन केलेली मालमत्ता माझे अशिल यांच्या मालकीची असून सदर मालमत्तेवर कोणाचाही कोणत्याही प्रकारचा हक्क, हितसंबंध, दावा, गहाण, बक्षीस, भाडेपट्टा किंवा अन्य अधिकार असल्यास त्यांनी ही सूचना प्रसिद्ध झाल्यापासून चौदा दिवसांच्या आत लेखी पुराव्यासह खालील पत्त्यावर कळवावे, अन्यथा असा कोणताही दावा नाही असे समजून व्यवहार पूर्ण केला जाईल.: [375, 545, 451, 628]
- page-number: ७: [728, 7, 744, 23]
- notice-title: PUBLIC NOTICE: [198, 440, 272, 449]
- lead-body: [6, 175, 98, 434]
